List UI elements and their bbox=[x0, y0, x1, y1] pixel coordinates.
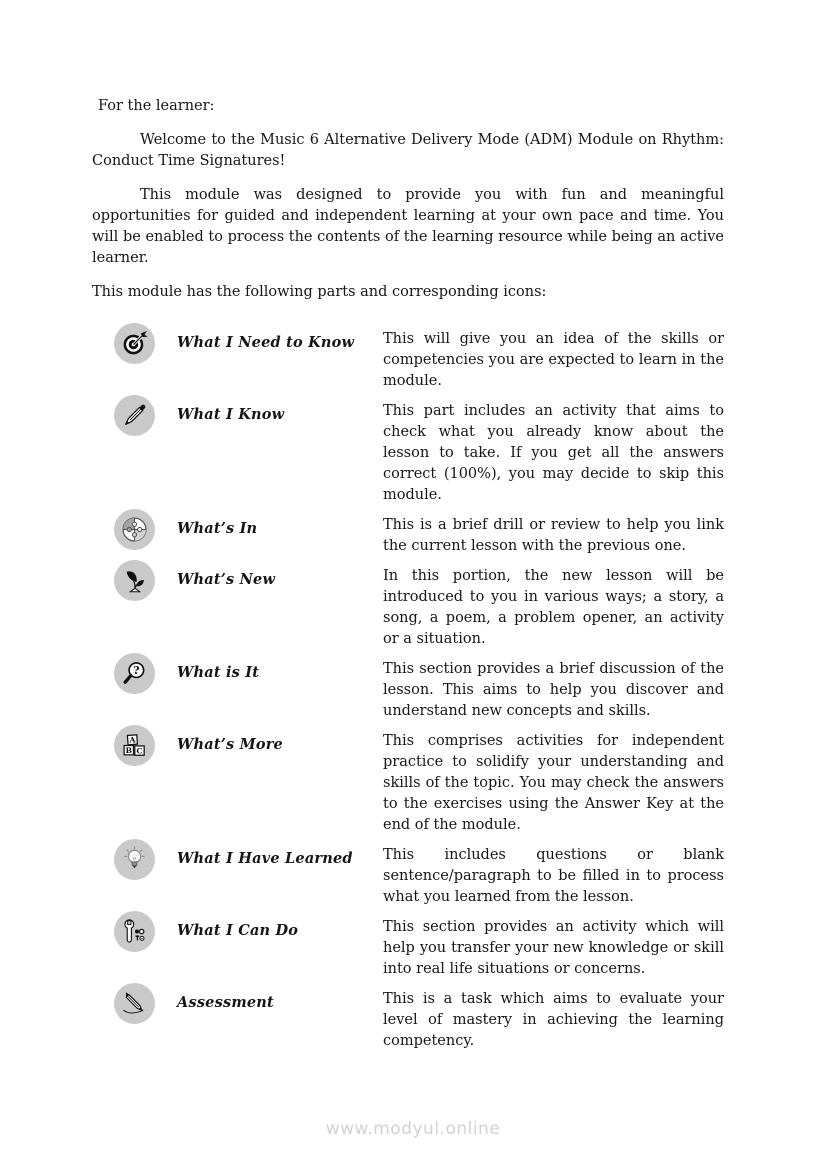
plant-icon-glyph bbox=[121, 567, 148, 594]
puzzle-icon-glyph bbox=[121, 516, 148, 543]
module-part-icon-cell bbox=[92, 659, 177, 694]
module-part-row bbox=[92, 329, 724, 392]
plant-icon bbox=[114, 560, 155, 601]
module-part-label: What I Can Do bbox=[177, 922, 299, 939]
module-part-row bbox=[92, 515, 724, 557]
module-part-label: Assessment bbox=[177, 994, 274, 1011]
magnifier-question-icon bbox=[114, 653, 155, 694]
module-part-row bbox=[92, 917, 724, 980]
module-part-icon-cell bbox=[92, 329, 177, 364]
svg-text:A: A bbox=[129, 735, 136, 745]
intro-heading: For the learner: bbox=[98, 98, 215, 114]
module-part-row bbox=[92, 566, 724, 650]
module-part-description: This will give you an idea of the skills or competencies you are expected to learn in the module. bbox=[383, 331, 724, 389]
pencil-icon-glyph bbox=[121, 402, 148, 429]
magnifier-question-icon-glyph bbox=[121, 660, 148, 687]
pencil-icon bbox=[114, 395, 155, 436]
module-part-description: This comprises activities for independent practice to solidify your understanding and skills of the topic. You may check the answers to the exercises using the Answer Key at the end of the module. bbox=[383, 733, 724, 833]
module-part-label: What’s More bbox=[177, 736, 283, 753]
target-icon-glyph bbox=[121, 330, 148, 357]
module-part-description: This section provides an activity which will help you transfer your new knowledge or skill into real life situations or concerns. bbox=[383, 919, 724, 977]
page-content bbox=[92, 96, 724, 1061]
svg-text:B: B bbox=[125, 745, 133, 755]
module-part-label: What I Know bbox=[177, 406, 285, 423]
parts-intro-paragraph: This module has the following parts and corresponding icons: bbox=[92, 284, 547, 300]
module-part-icon-cell bbox=[92, 515, 177, 550]
module-design-paragraph: This module was designed to provide you with fun and meaningful opportunities for guided and independent learning at your own pace and time. You will be enabled to process the contents of the learning resource while being an active learner. bbox=[92, 187, 724, 266]
puzzle-icon bbox=[114, 509, 155, 550]
module-part-icon-cell bbox=[92, 917, 177, 952]
module-part-icon-cell bbox=[92, 731, 177, 766]
target-icon bbox=[114, 323, 155, 364]
pen-icon bbox=[114, 983, 155, 1024]
lightbulb-icon-glyph bbox=[121, 846, 148, 873]
module-part-label: What I Have Learned bbox=[177, 850, 353, 867]
watermark-text: www.modyul.online bbox=[325, 1119, 501, 1139]
abc-blocks-icon-glyph bbox=[121, 732, 148, 759]
tools-icon bbox=[114, 911, 155, 952]
module-part-description: This is a brief drill or review to help you link the current lesson with the previous one. bbox=[383, 517, 724, 554]
module-part-row bbox=[92, 845, 724, 908]
module-part-description: This part includes an activity that aims to check what you already know about the lesson to take. If you get all the answers correct (100%), you may decide to skip this module. bbox=[383, 403, 724, 503]
module-part-icon-cell bbox=[92, 845, 177, 880]
lightbulb-icon bbox=[114, 839, 155, 880]
tools-icon-glyph bbox=[121, 918, 148, 945]
module-part-description: In this portion, the new lesson will be introduced to you in various ways; a story, a song, a poem, a problem opener, an activity or a situation. bbox=[383, 568, 724, 647]
module-part-label: What’s In bbox=[177, 520, 258, 537]
module-part-icon-cell bbox=[92, 401, 177, 436]
abc-blocks-icon bbox=[114, 725, 155, 766]
module-part-row bbox=[92, 989, 724, 1052]
module-part-description: This section provides a brief discussion of the lesson. This aims to help you discover and understand new concepts and skills. bbox=[383, 661, 724, 719]
pen-icon-glyph bbox=[121, 990, 148, 1017]
module-part-label: What I Need to Know bbox=[177, 334, 355, 351]
module-part-row bbox=[92, 659, 724, 722]
module-parts-table bbox=[92, 329, 724, 1052]
module-part-row bbox=[92, 401, 724, 506]
module-part-row bbox=[92, 731, 724, 836]
module-part-icon-cell bbox=[92, 989, 177, 1024]
welcome-paragraph: Welcome to the Music 6 Alternative Delivery Mode (ADM) Module on Rhythm: Conduct Time Signatures! bbox=[92, 132, 724, 169]
module-part-label: What’s New bbox=[177, 571, 276, 588]
module-part-description: This is a task which aims to evaluate your level of mastery in achieving the learning competency. bbox=[383, 991, 724, 1049]
svg-text:C: C bbox=[136, 746, 143, 756]
module-part-description: This includes questions or blank sentence/paragraph to be filled in to process what you learned from the lesson. bbox=[383, 847, 724, 905]
svg-text:?: ? bbox=[133, 663, 140, 677]
module-part-label: What is It bbox=[177, 664, 260, 681]
module-part-icon-cell bbox=[92, 566, 177, 601]
